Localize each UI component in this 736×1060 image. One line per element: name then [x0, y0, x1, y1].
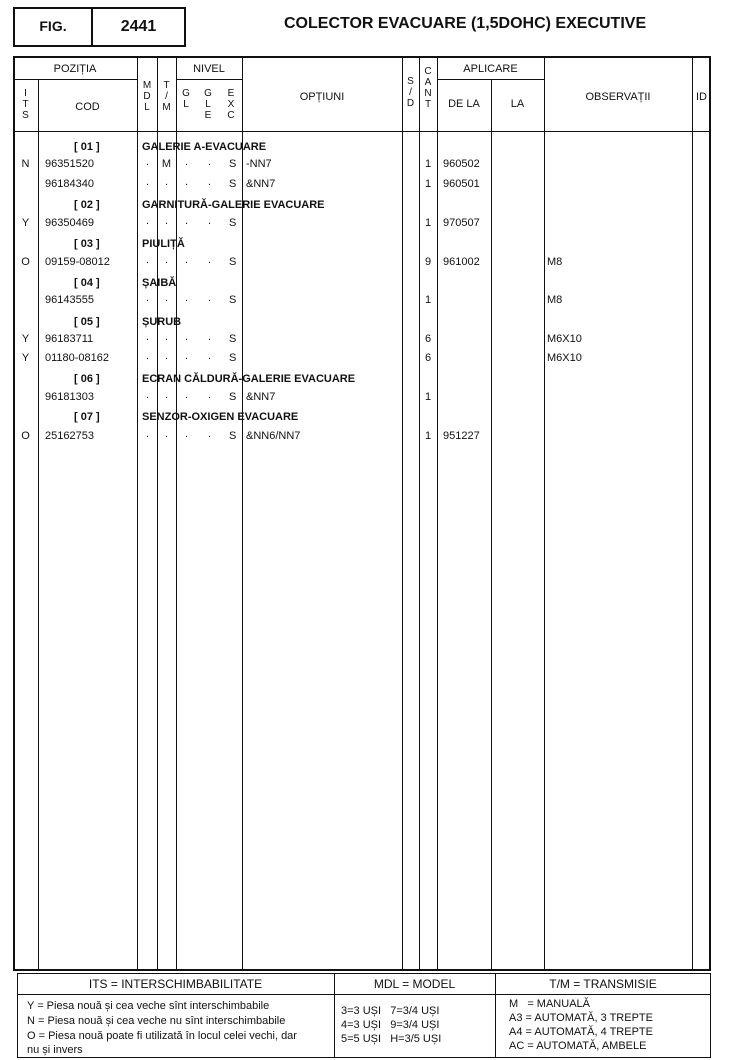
row-tm-dot: .: [165, 428, 169, 440]
legend-its-o2: nu și invers: [27, 1044, 83, 1056]
col-nivel: NIVEL: [193, 63, 225, 75]
pozitia-subline: [13, 79, 137, 80]
col-pozitia: POZIȚIA: [53, 63, 97, 75]
row-exc: S: [229, 178, 237, 190]
row-dela: 970507: [443, 217, 480, 229]
row-opt: -NN7: [246, 158, 272, 170]
table-row: [0, 158, 736, 174]
row-its: O: [21, 256, 30, 268]
col-gle: G L E: [204, 88, 212, 121]
legend-mdl-3: 5=5 UȘI H=3/5 UȘI: [341, 1033, 442, 1045]
col-sd: S / D: [406, 76, 415, 109]
row-tm-dot: .: [165, 331, 169, 343]
row-gle-dot: .: [208, 156, 212, 168]
row-exc: S: [229, 391, 237, 403]
col-dela: DE LA: [448, 98, 480, 110]
row-mdl-dot: .: [146, 215, 150, 227]
legend-its-n: N = Piesa nouă și cea veche nu sînt interschimbabile: [27, 1015, 286, 1027]
legend-mdl-2: 4=3 UȘI 9=3/4 UȘI: [341, 1019, 440, 1031]
table-row: [0, 217, 736, 233]
row-gle-dot: .: [208, 176, 212, 188]
header-bottom-line: [13, 131, 711, 132]
group-pos: [ 01 ]: [74, 141, 100, 153]
row-cant: 1: [425, 217, 432, 229]
col-gl: G L: [182, 88, 190, 110]
row-gle-dot: .: [208, 292, 212, 304]
col-id: ID: [696, 91, 707, 103]
col-tm: T / M: [162, 80, 171, 113]
page-title: COLECTOR EVACUARE (1,5DOHC) EXECUTIVE: [284, 15, 647, 32]
row-its: Y: [21, 352, 30, 364]
group-pos: [ 06 ]: [74, 373, 100, 385]
row-tm-dot: .: [165, 176, 169, 188]
row-its: Y: [21, 217, 30, 229]
row-gl-dot: .: [185, 350, 189, 362]
row-cod: 25162753: [45, 430, 94, 442]
row-tm-dot: .: [165, 215, 169, 227]
table-row: [0, 352, 736, 368]
legend-tm-title: T/M = TRANSMISIE: [549, 977, 657, 991]
col-its: I T S: [22, 88, 29, 121]
row-gl-dot: .: [185, 428, 189, 440]
col-line-dela: [491, 80, 492, 971]
legend-its-title: ITS = INTERSCHIMBABILITATE: [88, 977, 263, 991]
row-dela: 951227: [443, 430, 480, 442]
row-exc: S: [229, 294, 237, 306]
group-name: SENZOR-OXIGEN EVACUARE: [142, 411, 299, 423]
legend-mdl-1: 3=3 UȘI 7=3/4 UȘI: [341, 1005, 440, 1017]
row-cant: 1: [425, 158, 432, 170]
row-mdl-dot: .: [146, 254, 150, 266]
legend-tm-ac: AC = AUTOMATĂ, AMBELE: [509, 1040, 647, 1052]
row-cant: 1: [425, 294, 432, 306]
row-gle-dot: .: [208, 254, 212, 266]
row-mdl-dot: .: [146, 156, 150, 168]
row-exc: S: [229, 256, 237, 268]
row-gle-dot: .: [208, 215, 212, 227]
row-gl-dot: .: [185, 254, 189, 266]
group-pos: [ 05 ]: [74, 316, 100, 328]
row-opt: &NN7: [246, 178, 276, 190]
row-cant: 1: [425, 391, 432, 403]
row-its: N: [21, 158, 30, 170]
row-cod: 96350469: [45, 217, 94, 229]
row-exc: S: [229, 158, 237, 170]
legend-its-o1: O = Piesa nouă poate fi utilizată în locul celei vechi, dar: [27, 1030, 297, 1042]
col-la: LA: [510, 98, 525, 110]
group-pos: [ 04 ]: [74, 277, 100, 289]
row-opt: &NN6/NN7: [246, 430, 301, 442]
row-gl-dot: .: [185, 215, 189, 227]
row-gl-dot: .: [185, 292, 189, 304]
row-mdl-dot: .: [146, 331, 150, 343]
legend-tm-a3: A3 = AUTOMATĂ, 3 TREPTE: [509, 1012, 653, 1024]
legend-its-y: Y = Piesa nouă și cea veche sînt interschimbabile: [27, 1000, 270, 1012]
col-mdl: M D L: [142, 80, 152, 113]
row-dela: 960501: [443, 178, 480, 190]
row-cant: 6: [425, 352, 432, 364]
row-its: O: [21, 430, 30, 442]
row-gl-dot: .: [185, 156, 189, 168]
row-gle-dot: .: [208, 350, 212, 362]
col-cant: C A N T: [424, 66, 432, 110]
group-pos: [ 02 ]: [74, 199, 100, 211]
row-cant: 6: [425, 333, 432, 345]
table-row: [0, 333, 736, 349]
row-exc: S: [229, 333, 237, 345]
row-gle-dot: .: [208, 428, 212, 440]
row-gl-dot: .: [185, 389, 189, 401]
table-row: [0, 294, 736, 310]
legend-title-line: [17, 994, 711, 995]
row-exc: S: [229, 217, 237, 229]
row-tm-dot: .: [165, 350, 169, 362]
row-tm: M: [161, 158, 172, 170]
row-mdl-dot: .: [146, 428, 150, 440]
row-obs: M6X10: [547, 352, 582, 364]
nivel-subline: [176, 79, 242, 80]
group-pos: [ 03 ]: [74, 238, 100, 250]
row-gl-dot: .: [185, 331, 189, 343]
row-gl-dot: .: [185, 176, 189, 188]
col-observatii: OBSERVAȚII: [585, 91, 651, 103]
col-exc: E X C: [227, 88, 235, 121]
row-cod: 96143555: [45, 294, 94, 306]
row-obs: M8: [547, 294, 563, 306]
row-mdl-dot: .: [146, 292, 150, 304]
row-dela: 960502: [443, 158, 480, 170]
group-name: GALERIE A-EVACUARE: [142, 141, 267, 153]
row-obs: M6X10: [547, 333, 582, 345]
group-name: ECRAN CĂLDURĂ-GALERIE EVACUARE: [142, 373, 356, 385]
row-cod: 96184340: [45, 178, 94, 190]
row-gle-dot: .: [208, 389, 212, 401]
row-opt: &NN7: [246, 391, 276, 403]
row-exc: S: [229, 352, 237, 364]
row-obs: M8: [547, 256, 563, 268]
col-optiuni: OPȚIUNI: [299, 91, 345, 103]
group-name: GARNITURĂ-GALERIE EVACUARE: [142, 199, 325, 211]
legend-tm-a4: A4 = AUTOMATĂ, 4 TREPTE: [509, 1026, 653, 1038]
row-cant: 1: [425, 430, 432, 442]
table-row: [0, 391, 736, 407]
group-name: PIULIȚĂ: [142, 238, 185, 250]
row-its: Y: [21, 333, 30, 345]
table-row: [0, 178, 736, 194]
row-dela: 961002: [443, 256, 480, 268]
row-cod: 96351520: [45, 158, 94, 170]
fig-number: 2441: [120, 18, 157, 35]
row-mdl-dot: .: [146, 389, 150, 401]
col-cod: COD: [75, 101, 100, 113]
row-gle-dot: .: [208, 331, 212, 343]
row-cod: 09159-08012: [45, 256, 110, 268]
row-tm-dot: .: [165, 389, 169, 401]
fig-label: FIG.: [39, 18, 67, 34]
row-cod: 96181303: [45, 391, 94, 403]
legend-mdl-title: MDL = MODEL: [373, 977, 456, 991]
row-exc: S: [229, 430, 237, 442]
row-cod: 01180-08162: [45, 352, 110, 364]
group-name: ȘAIBĂ: [142, 277, 177, 289]
group-pos: [ 07 ]: [74, 411, 100, 423]
table-row: [0, 430, 736, 446]
table-row: [0, 256, 736, 272]
row-cant: 9: [425, 256, 432, 268]
row-cod: 96183711: [45, 333, 94, 345]
row-cant: 1: [425, 178, 432, 190]
row-tm-dot: .: [165, 254, 169, 266]
col-line-its: [38, 80, 39, 971]
row-mdl-dot: .: [146, 176, 150, 188]
col-aplicare: APLICARE: [463, 63, 518, 75]
row-mdl-dot: .: [146, 350, 150, 362]
legend-tm-m: M = MANUALĂ: [509, 998, 590, 1010]
row-tm-dot: .: [165, 292, 169, 304]
group-name: ȘURUB: [142, 316, 182, 328]
